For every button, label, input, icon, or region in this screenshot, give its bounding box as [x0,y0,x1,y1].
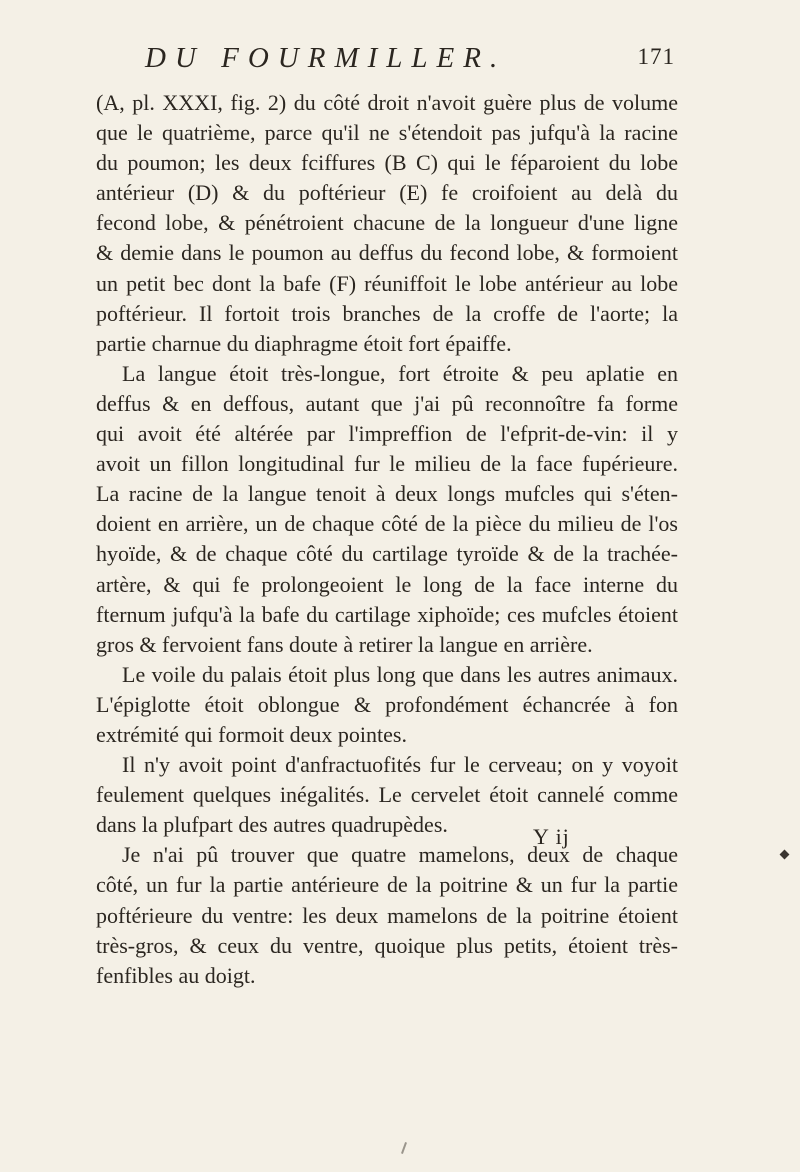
text-line: que le quatrième, parce qu'il ne s'étendoit pas jufqu'à la racine [96,120,678,146]
text-line: deffus & en deffous, autant que j'ai pû reconnoître fa forme [96,390,678,416]
text-line: hyoïde, & de chaque côté du cartilage tyroïde & de la trachée- [96,541,678,567]
text-line: fecond lobe, & pénétroient chacune de la longueur d'une ligne [96,210,678,236]
text-line: fternum jufqu'à la bafe du cartilage xiphoïde; ces mufcles étoient [96,601,678,627]
text-line: dans la plufpart des autres quadrupèdes. [96,812,448,838]
text-line: feulement quelques inégalités. Le cervelet étoit cannelé comme [96,782,678,808]
text-line: doient en arrière, un de chaque côté de la pièce du milieu de l'os [96,511,678,537]
text-line: extrémité qui formoit deux pointes. [96,721,407,747]
page-header [145,36,675,86]
text-line: Je n'ai pû trouver que quatre mamelons, deux de chaque [122,842,678,868]
text-line: La racine de la langue tenoit à deux longs mufcles qui s'éten- [96,481,678,507]
text-line: Le voile du palais étoit plus long que dans les autres animaux. [122,661,678,687]
text-line: & demie dans le poumon au deffus du fecond lobe, & formoient [96,240,678,266]
ink-mark [401,1142,407,1154]
text-line: antérieur (D) & du poftérieur (E) fe croifoient au delà du [96,180,678,206]
text-line: gros & fervoient fans doute à retirer la langue en arrière. [96,631,593,657]
text-line: qui avoit été altérée par l'impreffion de l'efprit-de-vin: il y [96,421,678,447]
running-title: DU FOURMILLER. [145,42,507,74]
text-line: (A, pl. XXXI, fig. 2) du côté droit n'avoit guère plus de volume [96,90,678,115]
text-line: poftérieur. Il fortoit trois branches de la croffe de l'aorte; la [96,300,678,326]
body-text [96,88,678,991]
text-line: artère, & qui fe prolongeoient le long de la face interne du [96,571,678,597]
text-line: du poumon; les deux fciffures (B C) qui le féparoient du lobe [96,150,678,176]
text-line: avoit un fillon longitudinal fur le milieu de la face fupérieure. [96,451,678,477]
page-number: 171 [637,44,675,69]
text-line: partie charnue du diaphragme étoit fort épaiffe. [96,330,512,356]
ink-dot [780,850,790,860]
text-line: fenfibles au doigt. [96,962,256,988]
text-line: La langue étoit très-longue, fort étroite & peu aplatie en [122,360,678,386]
text-line: L'épiglotte étoit oblongue & profondément échancrée à fon [96,691,678,717]
text-line: poftérieure du ventre: les deux mamelons de la poitrine étoient [96,902,678,928]
text-line: très-gros, & ceux du ventre, quoique plus petits, étoient très- [96,932,678,958]
text-line: un petit bec dont la bafe (F) réuniffoit le lobe antérieur au lobe [96,270,678,296]
text-line: côté, un fur la partie antérieure de la poitrine & un fur la partie [96,872,678,898]
text-line: Il n'y avoit point d'anfractuofités fur le cerveau; on y voyoit [122,752,678,778]
signature-mark: Y ij [533,824,570,849]
